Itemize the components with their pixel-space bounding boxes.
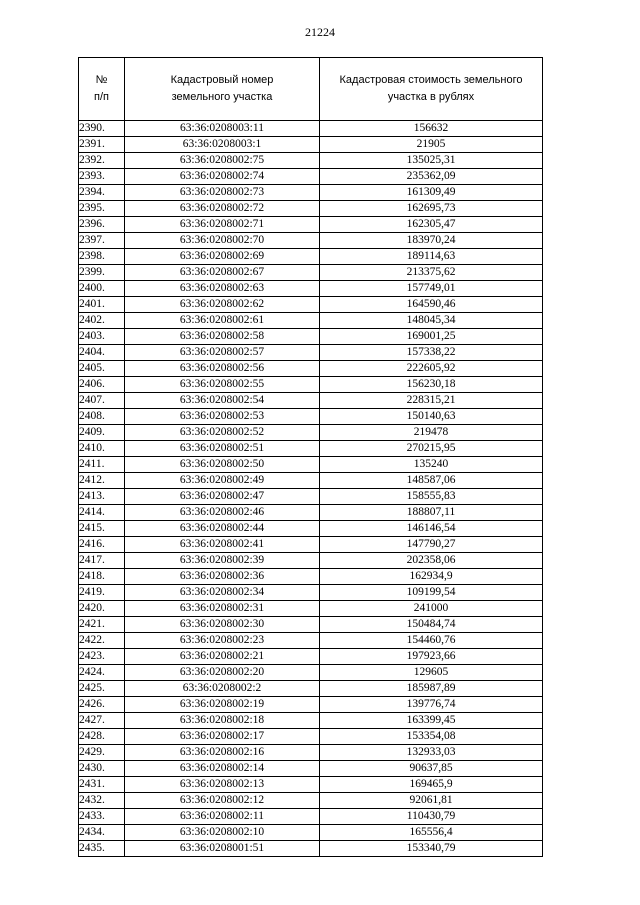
table-row bbox=[79, 697, 543, 713]
table-row bbox=[79, 201, 543, 217]
cadastral-value: 135025,31 bbox=[320, 153, 543, 169]
cadastral-number: 63:36:0208002:74 bbox=[125, 169, 320, 185]
cadastral-value: 235362,09 bbox=[320, 169, 543, 185]
table-row bbox=[79, 281, 543, 297]
row-number: 2405. bbox=[79, 361, 125, 377]
row-number: 2391. bbox=[79, 137, 125, 153]
row-number: 2404. bbox=[79, 345, 125, 361]
table-row bbox=[79, 601, 543, 617]
cadastral-value: 129605 bbox=[320, 665, 543, 681]
cadastral-number: 63:36:0208002:61 bbox=[125, 313, 320, 329]
cadastral-value: 21905 bbox=[320, 137, 543, 153]
table-row bbox=[79, 361, 543, 377]
header-number-symbol: № bbox=[95, 74, 108, 86]
cadastral-number: 63:36:0208002:69 bbox=[125, 249, 320, 265]
table-row bbox=[79, 409, 543, 425]
row-number: 2408. bbox=[79, 409, 125, 425]
cadastral-value: 157749,01 bbox=[320, 281, 543, 297]
row-number: 2433. bbox=[79, 809, 125, 825]
cadastral-value: 157338,22 bbox=[320, 345, 543, 361]
cadastral-number: 63:36:0208002:70 bbox=[125, 233, 320, 249]
row-number: 2394. bbox=[79, 185, 125, 201]
cadastral-value: 222605,92 bbox=[320, 361, 543, 377]
cadastral-number: 63:36:0208002:23 bbox=[125, 633, 320, 649]
header-row bbox=[79, 58, 543, 121]
cadastral-value: 148587,06 bbox=[320, 473, 543, 489]
cadastral-value: 183970,24 bbox=[320, 233, 543, 249]
row-number: 2409. bbox=[79, 425, 125, 441]
cadastral-value: 197923,66 bbox=[320, 649, 543, 665]
cadastral-number: 63:36:0208002:72 bbox=[125, 201, 320, 217]
table-row bbox=[79, 233, 543, 249]
cadastral-value: 150484,74 bbox=[320, 617, 543, 633]
cadastral-number: 63:36:0208002:16 bbox=[125, 745, 320, 761]
row-number: 2424. bbox=[79, 665, 125, 681]
cadastral-value-table bbox=[78, 57, 543, 857]
cadastral-value: 139776,74 bbox=[320, 697, 543, 713]
cadastral-value: 162305,47 bbox=[320, 217, 543, 233]
table-row bbox=[79, 617, 543, 633]
table-row bbox=[79, 665, 543, 681]
table-body bbox=[79, 121, 543, 857]
cadastral-number: 63:36:0208002:73 bbox=[125, 185, 320, 201]
header-cadastral-line1: Кадастровый номер bbox=[170, 74, 274, 86]
table-row bbox=[79, 761, 543, 777]
cadastral-number: 63:36:0208002:36 bbox=[125, 569, 320, 585]
row-number: 2413. bbox=[79, 489, 125, 505]
cadastral-value: 158555,83 bbox=[320, 489, 543, 505]
cadastral-value: 164590,46 bbox=[320, 297, 543, 313]
cadastral-number: 63:36:0208002:30 bbox=[125, 617, 320, 633]
cadastral-number: 63:36:0208002:41 bbox=[125, 537, 320, 553]
cadastral-value: 92061,81 bbox=[320, 793, 543, 809]
table-row bbox=[79, 537, 543, 553]
table-row bbox=[79, 745, 543, 761]
table-row bbox=[79, 809, 543, 825]
row-number: 2403. bbox=[79, 329, 125, 345]
cadastral-value: 213375,62 bbox=[320, 265, 543, 281]
header-cadastral-number bbox=[125, 58, 320, 121]
cadastral-number: 63:36:0208003:1 bbox=[125, 137, 320, 153]
table-row bbox=[79, 457, 543, 473]
cadastral-value: 161309,49 bbox=[320, 185, 543, 201]
cadastral-value: 109199,54 bbox=[320, 585, 543, 601]
cadastral-number: 63:36:0208002:31 bbox=[125, 601, 320, 617]
row-number: 2392. bbox=[79, 153, 125, 169]
cadastral-number: 63:36:0208002:12 bbox=[125, 793, 320, 809]
cadastral-value: 185987,89 bbox=[320, 681, 543, 697]
cadastral-value: 162695,73 bbox=[320, 201, 543, 217]
table-row bbox=[79, 169, 543, 185]
table-row bbox=[79, 585, 543, 601]
row-number: 2419. bbox=[79, 585, 125, 601]
row-number: 2393. bbox=[79, 169, 125, 185]
table-row bbox=[79, 729, 543, 745]
cadastral-number: 63:36:0208002:58 bbox=[125, 329, 320, 345]
row-number: 2426. bbox=[79, 697, 125, 713]
cadastral-number: 63:36:0208002:13 bbox=[125, 777, 320, 793]
cadastral-number: 63:36:0208002:67 bbox=[125, 265, 320, 281]
cadastral-number: 63:36:0208002:14 bbox=[125, 761, 320, 777]
row-number: 2411. bbox=[79, 457, 125, 473]
row-number: 2406. bbox=[79, 377, 125, 393]
table-row bbox=[79, 793, 543, 809]
row-number: 2399. bbox=[79, 265, 125, 281]
cadastral-value: 169001,25 bbox=[320, 329, 543, 345]
row-number: 2430. bbox=[79, 761, 125, 777]
cadastral-number: 63:36:0208002:62 bbox=[125, 297, 320, 313]
cadastral-number: 63:36:0208002:18 bbox=[125, 713, 320, 729]
table-row bbox=[79, 393, 543, 409]
cadastral-number: 63:36:0208002:19 bbox=[125, 697, 320, 713]
row-number: 2401. bbox=[79, 297, 125, 313]
table-row bbox=[79, 553, 543, 569]
cadastral-value: 219478 bbox=[320, 425, 543, 441]
table-row bbox=[79, 425, 543, 441]
cadastral-value: 270215,95 bbox=[320, 441, 543, 457]
row-number: 2400. bbox=[79, 281, 125, 297]
cadastral-value: 156632 bbox=[320, 121, 543, 137]
table-row bbox=[79, 505, 543, 521]
table-row bbox=[79, 825, 543, 841]
cadastral-value: 153340,79 bbox=[320, 841, 543, 857]
table-row bbox=[79, 137, 543, 153]
cadastral-number: 63:36:0208002:39 bbox=[125, 553, 320, 569]
table-row bbox=[79, 473, 543, 489]
cadastral-number: 63:36:0208002:63 bbox=[125, 281, 320, 297]
table-row bbox=[79, 377, 543, 393]
cadastral-number: 63:36:0208002:54 bbox=[125, 393, 320, 409]
cadastral-number: 63:36:0208002:52 bbox=[125, 425, 320, 441]
row-number: 2407. bbox=[79, 393, 125, 409]
row-number: 2434. bbox=[79, 825, 125, 841]
cadastral-value: 154460,76 bbox=[320, 633, 543, 649]
table-row bbox=[79, 345, 543, 361]
table-row bbox=[79, 489, 543, 505]
row-number: 2435. bbox=[79, 841, 125, 857]
cadastral-value: 228315,21 bbox=[320, 393, 543, 409]
cadastral-number: 63:36:0208002:55 bbox=[125, 377, 320, 393]
header-cadastral-line2: земельного участка bbox=[171, 91, 273, 103]
cadastral-number: 63:36:0208003:11 bbox=[125, 121, 320, 137]
table-row bbox=[79, 217, 543, 233]
cadastral-value: 132933,03 bbox=[320, 745, 543, 761]
cadastral-number: 63:36:0208002:20 bbox=[125, 665, 320, 681]
row-number: 2415. bbox=[79, 521, 125, 537]
row-number: 2398. bbox=[79, 249, 125, 265]
cadastral-value: 156230,18 bbox=[320, 377, 543, 393]
row-number: 2417. bbox=[79, 553, 125, 569]
cadastral-number: 63:36:0208002:47 bbox=[125, 489, 320, 505]
header-number-abbr: п/п bbox=[94, 91, 109, 103]
cadastral-value: 90637,85 bbox=[320, 761, 543, 777]
table-row bbox=[79, 521, 543, 537]
row-number: 2395. bbox=[79, 201, 125, 217]
row-number: 2429. bbox=[79, 745, 125, 761]
cadastral-value: 165556,4 bbox=[320, 825, 543, 841]
cadastral-value: 163399,45 bbox=[320, 713, 543, 729]
table-row bbox=[79, 249, 543, 265]
cadastral-number: 63:36:0208002:10 bbox=[125, 825, 320, 841]
row-number: 2420. bbox=[79, 601, 125, 617]
table-row bbox=[79, 841, 543, 857]
cadastral-value: 135240 bbox=[320, 457, 543, 473]
cadastral-number: 63:36:0208002:56 bbox=[125, 361, 320, 377]
cadastral-number: 63:36:0208002:34 bbox=[125, 585, 320, 601]
table-row bbox=[79, 681, 543, 697]
row-number: 2423. bbox=[79, 649, 125, 665]
cadastral-value: 153354,08 bbox=[320, 729, 543, 745]
table-row bbox=[79, 153, 543, 169]
row-number: 2397. bbox=[79, 233, 125, 249]
row-number: 2431. bbox=[79, 777, 125, 793]
cadastral-number: 63:36:0208002:57 bbox=[125, 345, 320, 361]
table-row bbox=[79, 713, 543, 729]
cadastral-number: 63:36:0208002:2 bbox=[125, 681, 320, 697]
table-row bbox=[79, 313, 543, 329]
cadastral-number: 63:36:0208002:46 bbox=[125, 505, 320, 521]
table-row bbox=[79, 265, 543, 281]
cadastral-number: 63:36:0208002:51 bbox=[125, 441, 320, 457]
row-number: 2412. bbox=[79, 473, 125, 489]
row-number: 2428. bbox=[79, 729, 125, 745]
row-number: 2427. bbox=[79, 713, 125, 729]
cadastral-number: 63:36:0208002:71 bbox=[125, 217, 320, 233]
table-row bbox=[79, 649, 543, 665]
cadastral-value: 188807,11 bbox=[320, 505, 543, 521]
table-row bbox=[79, 185, 543, 201]
table-row bbox=[79, 569, 543, 585]
cadastral-number: 63:36:0208002:21 bbox=[125, 649, 320, 665]
header-cadastral-value bbox=[320, 58, 543, 121]
cadastral-value: 189114,63 bbox=[320, 249, 543, 265]
cadastral-number: 63:36:0208002:75 bbox=[125, 153, 320, 169]
row-number: 2410. bbox=[79, 441, 125, 457]
table-header bbox=[79, 58, 543, 121]
cadastral-number: 63:36:0208002:44 bbox=[125, 521, 320, 537]
row-number: 2425. bbox=[79, 681, 125, 697]
cadastral-value: 146146,54 bbox=[320, 521, 543, 537]
cadastral-number: 63:36:0208002:53 bbox=[125, 409, 320, 425]
header-value-line2: участка в рублях bbox=[387, 91, 475, 103]
page-number: 21224 bbox=[305, 25, 335, 39]
table-row bbox=[79, 777, 543, 793]
table-row bbox=[79, 329, 543, 345]
table-row bbox=[79, 297, 543, 313]
cadastral-value: 147790,27 bbox=[320, 537, 543, 553]
header-value-line1: Кадастровая стоимость земельного bbox=[339, 74, 523, 86]
row-number: 2414. bbox=[79, 505, 125, 521]
row-number: 2402. bbox=[79, 313, 125, 329]
table-row bbox=[79, 633, 543, 649]
cadastral-value: 148045,34 bbox=[320, 313, 543, 329]
header-row-number bbox=[79, 58, 125, 121]
cadastral-value: 241000 bbox=[320, 601, 543, 617]
row-number: 2418. bbox=[79, 569, 125, 585]
cadastral-value: 162934,9 bbox=[320, 569, 543, 585]
row-number: 2432. bbox=[79, 793, 125, 809]
cadastral-number: 63:36:0208002:11 bbox=[125, 809, 320, 825]
cadastral-value: 202358,06 bbox=[320, 553, 543, 569]
cadastral-number: 63:36:0208002:17 bbox=[125, 729, 320, 745]
cadastral-value: 150140,63 bbox=[320, 409, 543, 425]
cadastral-value: 169465,9 bbox=[320, 777, 543, 793]
cadastral-number: 63:36:0208002:49 bbox=[125, 473, 320, 489]
row-number: 2416. bbox=[79, 537, 125, 553]
row-number: 2390. bbox=[79, 121, 125, 137]
row-number: 2396. bbox=[79, 217, 125, 233]
row-number: 2421. bbox=[79, 617, 125, 633]
table-row bbox=[79, 121, 543, 137]
table-row bbox=[79, 441, 543, 457]
cadastral-value: 110430,79 bbox=[320, 809, 543, 825]
cadastral-number: 63:36:0208002:50 bbox=[125, 457, 320, 473]
row-number: 2422. bbox=[79, 633, 125, 649]
cadastral-number: 63:36:0208001:51 bbox=[125, 841, 320, 857]
